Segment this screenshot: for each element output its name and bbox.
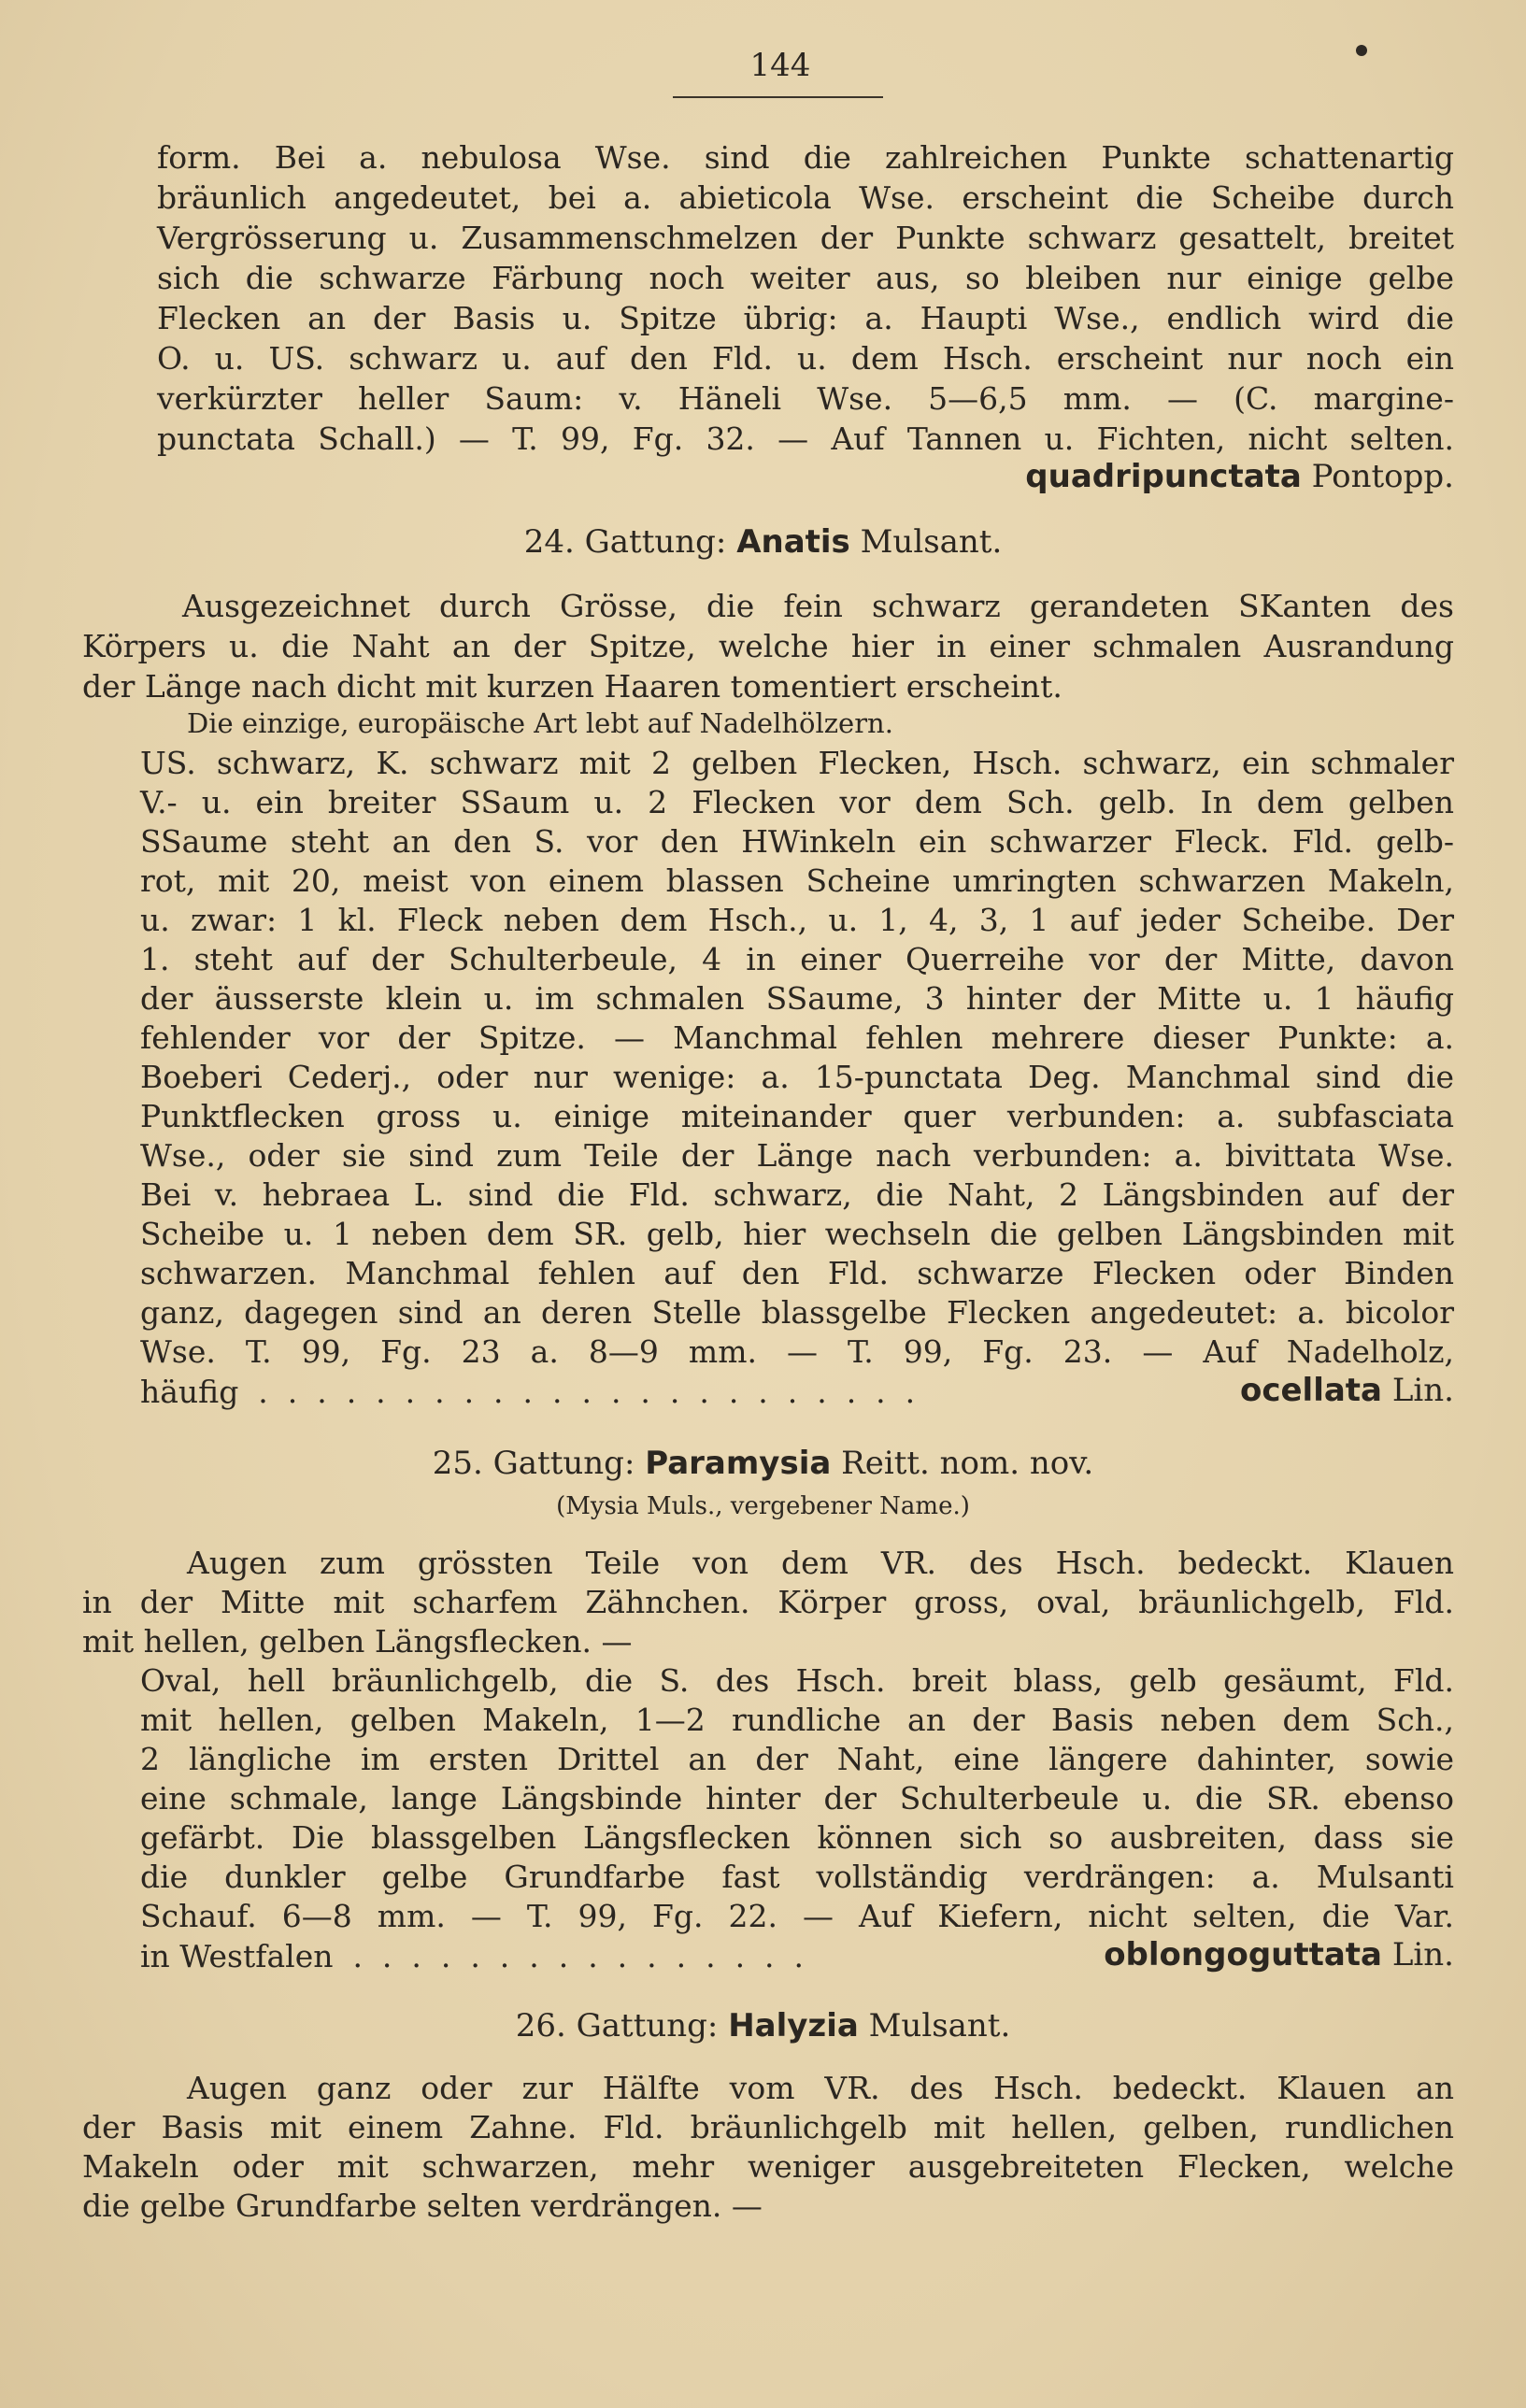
text-line: Punktflecken gross u. einige miteinander quer verbunden: a. subfasciata [140, 1098, 1454, 1134]
ink-spot [1356, 45, 1367, 56]
text-line: Augen ganz oder zur Hälfte vom VR. des Hsch. bedeckt. Klauen an [187, 2070, 1454, 2106]
genus-heading [0, 1445, 1526, 1482]
text-line: der Basis mit einem Zahne. Fld. bräunlichgelb mit hellen, gelben, rundlichen [82, 2109, 1454, 2145]
text-line: form. Bei a. nebulosa Wse. sind die zahlreichen Punkte schattenartig [157, 139, 1454, 176]
text-line: verkürzter heller Saum: v. Häneli Wse. 5—6,5 mm. — (C. margine- [157, 380, 1454, 417]
species-name-line [1025, 458, 1454, 495]
text-line [140, 1374, 915, 1410]
text-line: rot, mit 20, meist von einem blassen Scheine umringten schwarzen Makeln, [140, 862, 1454, 899]
text-line: V.- u. ein breiter SSaum u. 2 Flecken vor dem Sch. gelb. In dem gelben [140, 784, 1454, 820]
text-line: 1. steht auf der Schulterbeule, 4 in einer Querreihe vor der Mitte, davon [140, 941, 1454, 977]
text-line: Boeberi Cederj., oder nur wenige: a. 15-punctata Deg. Manchmal sind die [140, 1059, 1454, 1095]
text-line: punctata Schall.) — T. 99, Fg. 32. — Auf Tannen u. Fichten, nicht selten. [157, 420, 1454, 457]
genus-heading [0, 2007, 1526, 2045]
text-line: u. zwar: 1 kl. Fleck neben dem Hsch., u. 1, 4, 3, 1 auf jeder Scheibe. Der [140, 902, 1454, 938]
genus-synonym: (Mysia Muls., vergebener Name.) [556, 1492, 970, 1520]
text-line: Scheibe u. 1 neben dem SR. gelb, hier wechseln die gelben Längsbinden mit [140, 1216, 1454, 1252]
header-rule [673, 96, 883, 98]
species-name: oblongoguttata [1104, 1936, 1383, 1973]
last-word: häufig [140, 1374, 239, 1410]
species-author: Lin. [1391, 1372, 1454, 1409]
species-name-line [1104, 1936, 1454, 1973]
text-line: SSaume steht an den S. vor den HWinkeln ein schwarzer Fleck. Fld. gelb- [140, 823, 1454, 860]
text-line: Wse., oder sie sind zum Teile der Länge nach verbunden: a. bivittata Wse. [140, 1137, 1454, 1174]
text-line: Flecken an der Basis u. Spitze übrig: a. Haupti Wse., endlich wird die [157, 300, 1454, 336]
text-line: Bei v. hebraea L. sind die Fld. schwarz, die Naht, 2 Längsbinden auf der [140, 1176, 1454, 1213]
last-word: in Westfalen [140, 1938, 334, 1974]
page-number: 144 [749, 47, 811, 84]
text-line: Vergrösserung u. Zusammenschmelzen der Punkte schwarz gesattelt, breitet [157, 220, 1454, 256]
text-line: Ausgezeichnet durch Grösse, die fein schwarz gerandeten SKanten des [182, 588, 1454, 624]
genus-heading [0, 523, 1526, 561]
text-line [140, 1938, 804, 1974]
text-line: sich die schwarze Färbung noch weiter aus, so bleiben nur einige gelbe [157, 260, 1454, 296]
text-line: in der Mitte mit scharfem Zähnchen. Körper gross, oval, bräunlichgelb, Fld. [82, 1584, 1454, 1620]
text-line: mit hellen, gelben Makeln, 1—2 rundliche an der Basis neben dem Sch., [140, 1702, 1454, 1738]
text-line: US. schwarz, K. schwarz mit 2 gelben Flecken, Hsch. schwarz, ein schmaler [140, 745, 1454, 781]
text-line: fehlender vor der Spitze. — Manchmal fehlen mehrere dieser Punkte: a. [140, 1019, 1454, 1056]
text-line: Körpers u. die Naht an der Spitze, welche hier in einer schmalen Ausrandung [82, 628, 1454, 664]
genus-author: Reitt. nom. nov. [841, 1445, 1094, 1482]
genus-name: Paramysia [645, 1445, 832, 1482]
species-author: Pontopp. [1311, 458, 1454, 495]
text-line: mit hellen, gelben Längsflecken. — [82, 1623, 633, 1660]
text-line: 2 längliche im ersten Drittel an der Naht, eine längere dahinter, sowie [140, 1741, 1454, 1777]
species-name: ocellata [1239, 1372, 1383, 1409]
text-line: der äusserste klein u. im schmalen SSaume, 3 hinter der Mitte u. 1 häufig [140, 980, 1454, 1017]
text-line: die dunkler gelbe Grundfarbe fast vollständig verdrängen: a. Mulsanti [140, 1859, 1454, 1895]
species-name-line [1240, 1372, 1454, 1409]
text-line: eine schmale, lange Längsbinde hinter der Schulterbeule u. die SR. ebenso [140, 1780, 1454, 1817]
genus-number: 26. Gattung: [515, 2007, 719, 2045]
text-line: der Länge nach dicht mit kurzen Haaren tomentiert erscheint. [82, 668, 1062, 705]
genus-author: Mulsant. [860, 523, 1003, 561]
text-line: Makeln oder mit schwarzen, mehr weniger ausgebreiteten Flecken, welche [82, 2148, 1454, 2185]
text-line: gefärbt. Die blassgelben Längsflecken können sich so ausbreiten, dass sie [140, 1819, 1454, 1856]
genus-number: 24. Gattung: [523, 523, 727, 561]
genus-name: Anatis [736, 523, 850, 561]
text-line: Wse. T. 99, Fg. 23 a. 8—9 mm. — T. 99, Fg. 23. — Auf Nadelholz, [140, 1333, 1454, 1370]
species-author: Lin. [1391, 1936, 1454, 1973]
text-line: Augen zum grössten Teile von dem VR. des Hsch. bedeckt. Klauen [187, 1545, 1454, 1581]
text-line: Schauf. 6—8 mm. — T. 99, Fg. 22. — Auf Kiefern, nicht selten, die Var. [140, 1898, 1454, 1934]
text-line: O. u. US. schwarz u. auf den Fld. u. dem Hsch. erscheint nur noch ein [157, 340, 1454, 377]
text-line: Oval, hell bräunlichgelb, die S. des Hsch. breit blass, gelb gesäumt, Fld. [140, 1662, 1454, 1699]
text-line: ganz, dagegen sind an deren Stelle blassgelbe Flecken angedeutet: a. bicolor [140, 1294, 1454, 1331]
leader-dots: . . . . . . . . . . . . . . . . [333, 1938, 804, 1974]
text-line: schwarzen. Manchmal fehlen auf den Fld. schwarze Flecken oder Binden [140, 1255, 1454, 1291]
leader-dots: . . . . . . . . . . . . . . . . . . . . . . . [238, 1374, 916, 1410]
text-line: bräunlich angedeutet, bei a. abieticola Wse. erscheint die Scheibe durch [157, 179, 1454, 216]
genus-author: Mulsant. [868, 2007, 1011, 2045]
genus-name: Halyzia [728, 2007, 859, 2045]
note-line: Die einzige, europäische Art lebt auf Nadelhölzern. [187, 707, 893, 739]
genus-number: 25. Gattung: [432, 1445, 635, 1482]
species-name: quadripunctata [1025, 458, 1302, 495]
text-line: die gelbe Grundfarbe selten verdrängen. — [82, 2187, 763, 2224]
